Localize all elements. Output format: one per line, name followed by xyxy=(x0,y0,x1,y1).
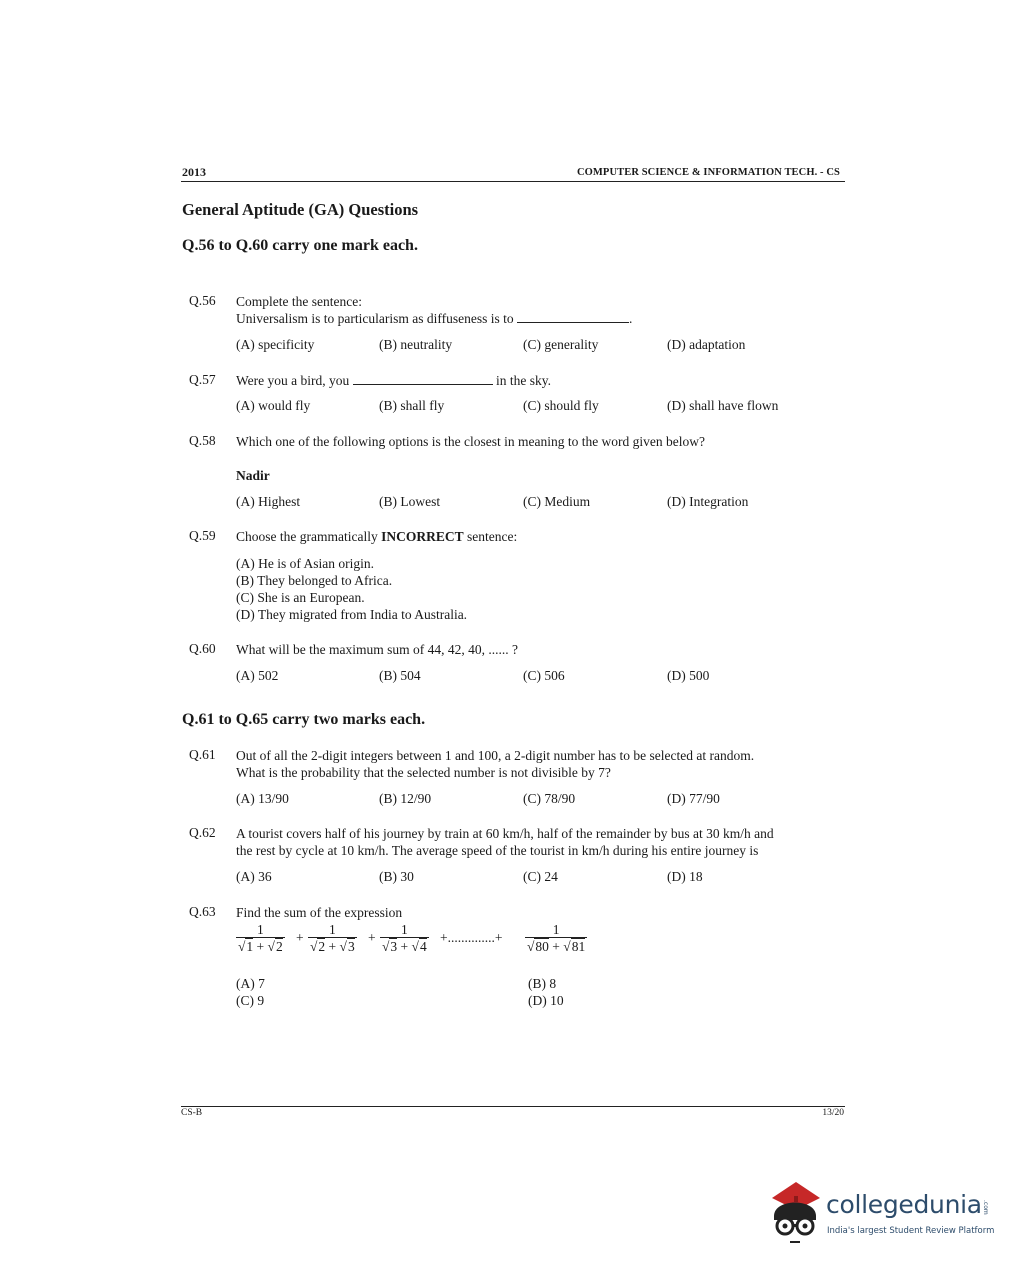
group2-title: Q.61 to Q.65 carry two marks each. xyxy=(182,711,426,728)
q63-options-right xyxy=(528,975,564,1009)
q57-text xyxy=(236,372,551,389)
q60-option-a: (A) 502 xyxy=(236,668,279,683)
header-year: 2013 xyxy=(182,165,206,179)
q57-option-d: (D) shall have flown xyxy=(667,398,779,413)
q59-option-d: (D) They migrated from India to Australia. xyxy=(236,607,468,622)
q61-line1: Out of all the 2-digit integers between 1 and 100, a 2-digit number has to be selected at random. xyxy=(236,748,755,763)
q56-line2-post: . xyxy=(628,311,633,326)
q63-term-1-numerator: 1 xyxy=(256,922,264,937)
q59-pre: Choose the grammatically xyxy=(236,529,378,544)
q62-option-b: (B) 30 xyxy=(379,869,414,884)
q60-option-d: (D) 500 xyxy=(667,668,710,683)
q56-option-d: (D) adaptation xyxy=(667,337,746,352)
q63-term-3-denominator: √3 + √4 xyxy=(382,939,427,954)
header-paper-title: COMPUTER SCIENCE & INFORMATION TECH. - CS xyxy=(576,167,840,178)
q62-option-d: (D) 18 xyxy=(667,869,703,884)
q56-line2-pre: Universalism is to particularism as diffuseness is to xyxy=(236,311,514,326)
footer-code: CS-B xyxy=(181,1108,203,1118)
q63-plus-2: + xyxy=(368,930,376,945)
q57-option-c: (C) should fly xyxy=(523,398,599,413)
q58-option-d: (D) Integration xyxy=(667,494,749,509)
q59-option-b: (B) They belonged to Africa. xyxy=(236,573,393,588)
q63-term-n-denominator: √80 + √81 xyxy=(527,939,586,954)
q59-option-a: (A) He is of Asian origin. xyxy=(236,556,374,571)
q56-option-c: (C) generality xyxy=(523,337,599,352)
section-title: General Aptitude (GA) Questions xyxy=(182,200,419,219)
q57-option-a: (A) would fly xyxy=(236,398,311,413)
q61-option-d: (D) 77/90 xyxy=(667,791,720,806)
q63-term-n-numerator: 1 xyxy=(552,922,560,937)
q58-option-c: (C) Medium xyxy=(523,494,591,509)
q56-option-b: (B) neutrality xyxy=(379,337,453,352)
q61-text xyxy=(236,747,754,781)
q63-options-left xyxy=(236,975,265,1009)
q63-ellipsis: +..............+ xyxy=(440,930,503,945)
logo-tagline: India's largest Student Review Platform xyxy=(827,1226,995,1236)
collegedunia-mascot-icon xyxy=(766,1176,824,1248)
q60-number: Q.60 xyxy=(189,641,216,656)
q62-option-c: (C) 24 xyxy=(523,869,558,884)
q61-number: Q.61 xyxy=(189,747,216,762)
header-rule xyxy=(181,181,845,182)
q63-term-1-denominator: √1 + √2 xyxy=(238,939,283,954)
q58-word: Nadir xyxy=(236,468,270,483)
q57-blank xyxy=(353,374,493,385)
q56-number: Q.56 xyxy=(189,293,216,308)
q62-number: Q.62 xyxy=(189,825,216,840)
q62-line2: the rest by cycle at 10 km/h. The average speed of the tourist in km/h during his entire journey is xyxy=(236,843,759,858)
q59-emphasis: INCORRECT xyxy=(381,529,464,544)
q63-option-c: (C) 9 xyxy=(236,993,265,1008)
q62-text xyxy=(236,825,774,859)
q57-option-b: (B) shall fly xyxy=(379,398,445,413)
q58-number: Q.58 xyxy=(189,433,216,448)
q63-option-d: (D) 10 xyxy=(528,993,564,1008)
q56-option-a: (A) specificity xyxy=(236,337,315,352)
q63-number: Q.63 xyxy=(189,904,216,919)
q58-option-a: (A) Highest xyxy=(236,494,301,509)
q56-line1: Complete the sentence: xyxy=(236,294,362,309)
q58-text: Which one of the following options is the closest in meaning to the word given below? xyxy=(236,434,706,449)
footer-page-number: 13/20 xyxy=(822,1108,844,1118)
q59-text xyxy=(236,528,517,545)
q63-term-2-denominator: √2 + √3 xyxy=(310,939,355,954)
q63-term-2-numerator: 1 xyxy=(328,922,336,937)
q63-term-2 xyxy=(308,922,357,956)
q59-post: sentence: xyxy=(466,529,518,544)
q63-option-a: (A) 7 xyxy=(236,976,265,991)
q57-number: Q.57 xyxy=(189,372,216,387)
q63-term-3 xyxy=(380,922,429,956)
logo-name: collegedunia xyxy=(826,1190,982,1219)
q59-number: Q.59 xyxy=(189,528,216,543)
q59-option-c: (C) She is an European. xyxy=(236,590,365,605)
q56-blank xyxy=(517,312,629,323)
q60-text: What will be the maximum sum of 44, 42, 40, ...... ? xyxy=(236,642,518,657)
footer-rule xyxy=(181,1106,845,1107)
q56-line2 xyxy=(236,310,632,327)
q56-text xyxy=(236,293,632,327)
q61-option-a: (A) 13/90 xyxy=(236,791,289,806)
q62-option-a: (A) 36 xyxy=(236,869,272,884)
q61-option-b: (B) 12/90 xyxy=(379,791,432,806)
q63-term-1 xyxy=(236,922,285,956)
logo-suffix: .com xyxy=(982,1200,989,1215)
q59-options xyxy=(236,555,467,623)
q61-line2: What is the probability that the selected number is not divisible by 7? xyxy=(236,765,611,780)
group1-title: Q.56 to Q.60 carry one mark each. xyxy=(182,237,418,254)
q57-pre: Were you a bird, you xyxy=(236,373,350,388)
q60-option-c: (C) 506 xyxy=(523,668,565,683)
q63-term-n xyxy=(525,922,587,956)
q61-option-c: (C) 78/90 xyxy=(523,791,576,806)
q58-option-b: (B) Lowest xyxy=(379,494,441,509)
q63-plus-1: + xyxy=(296,930,304,945)
q60-option-b: (B) 504 xyxy=(379,668,421,683)
q62-line1: A tourist covers half of his journey by train at 60 km/h, half of the remainder by bus at 30 km/h and xyxy=(236,826,774,841)
q57-post: in the sky. xyxy=(496,373,552,388)
q63-text: Find the sum of the expression xyxy=(236,905,403,920)
q63-term-3-numerator: 1 xyxy=(400,922,408,937)
q63-option-b: (B) 8 xyxy=(528,976,557,991)
